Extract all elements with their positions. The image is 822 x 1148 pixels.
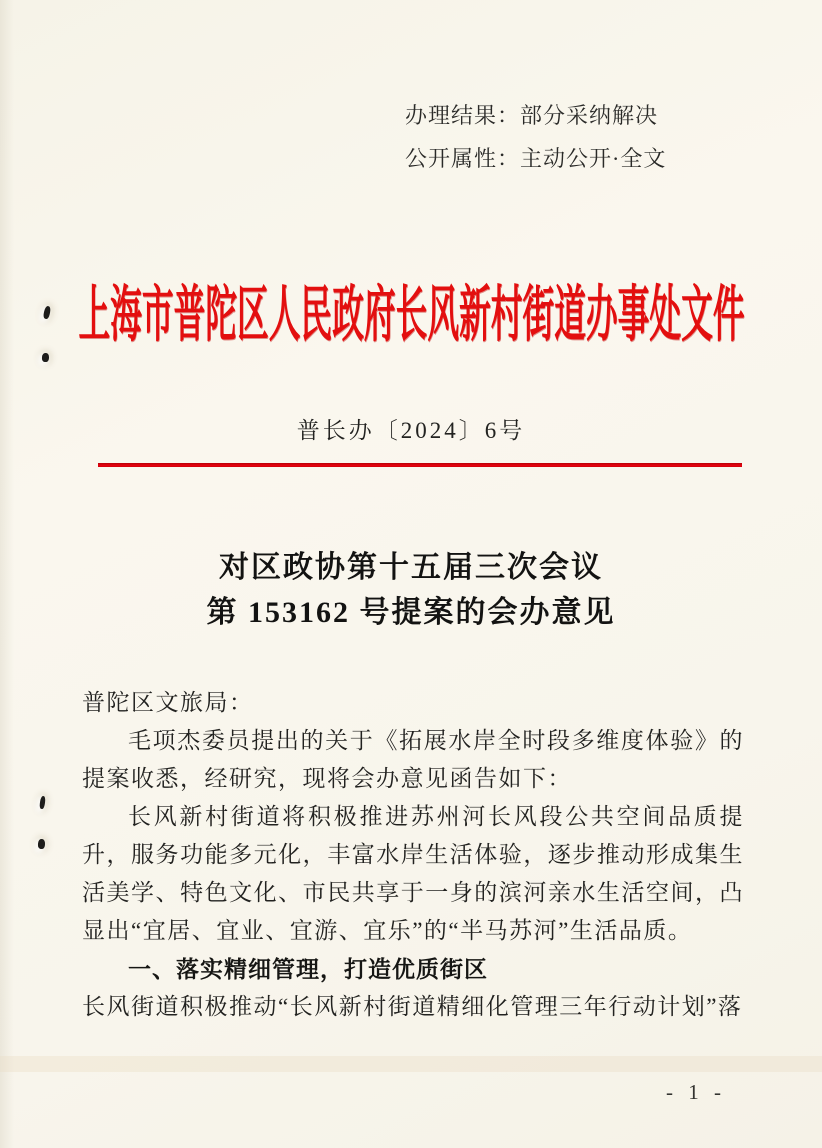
scan-artifact-band [0,1056,822,1072]
document-title-line1: 对区政协第十五届三次会议 [219,551,603,584]
admin-info-block [405,94,666,180]
handling-result-line: 办理结果：部分采纳解决 [405,103,659,128]
page-number: - 1 - [666,1080,726,1104]
masthead [0,266,822,353]
binding-mark [42,353,50,362]
document-title-line2: 第 153162 号提案的会办意见 [206,596,616,629]
salutation: 普陀区文旅局： [82,690,254,715]
document-body [82,684,744,1026]
masthead-title: 上海市普陀区人民政府长风新村街道办事处文件 [77,282,745,349]
section-heading-1: 一、落实精细管理，打造优质街区 [128,956,488,982]
document-reference-number: 普长办〔2024〕6号 [296,418,526,443]
red-divider-line [98,463,742,467]
publicity-attribute-line: 公开属性：主动公开·全文 [405,146,667,171]
paragraph-proposal-receipt: 毛项杰委员提出的关于《拓展水岸全时段多维度体验》的提案收悉，经研究，现将会办意见函告如下： [82,728,744,791]
paragraph-overview: 长风新村街道将积极推进苏州河长风段公共空间品质提升，服务功能多元化，丰富水岸生活体验，逐步推动形成集生活美学、特色文化、市民共享于一身的滨河亲水生活空间，凸显出“宜居、宜业、宜游、宜乐”的“半马苏河”生活品质。 [82,804,744,943]
binding-mark [39,796,46,810]
document-title [0,545,822,635]
binding-mark [38,839,46,849]
paragraph-action-plan: 长风街道积极推动“长风新村街道精细化管理三年行动计划”落 [82,994,743,1019]
